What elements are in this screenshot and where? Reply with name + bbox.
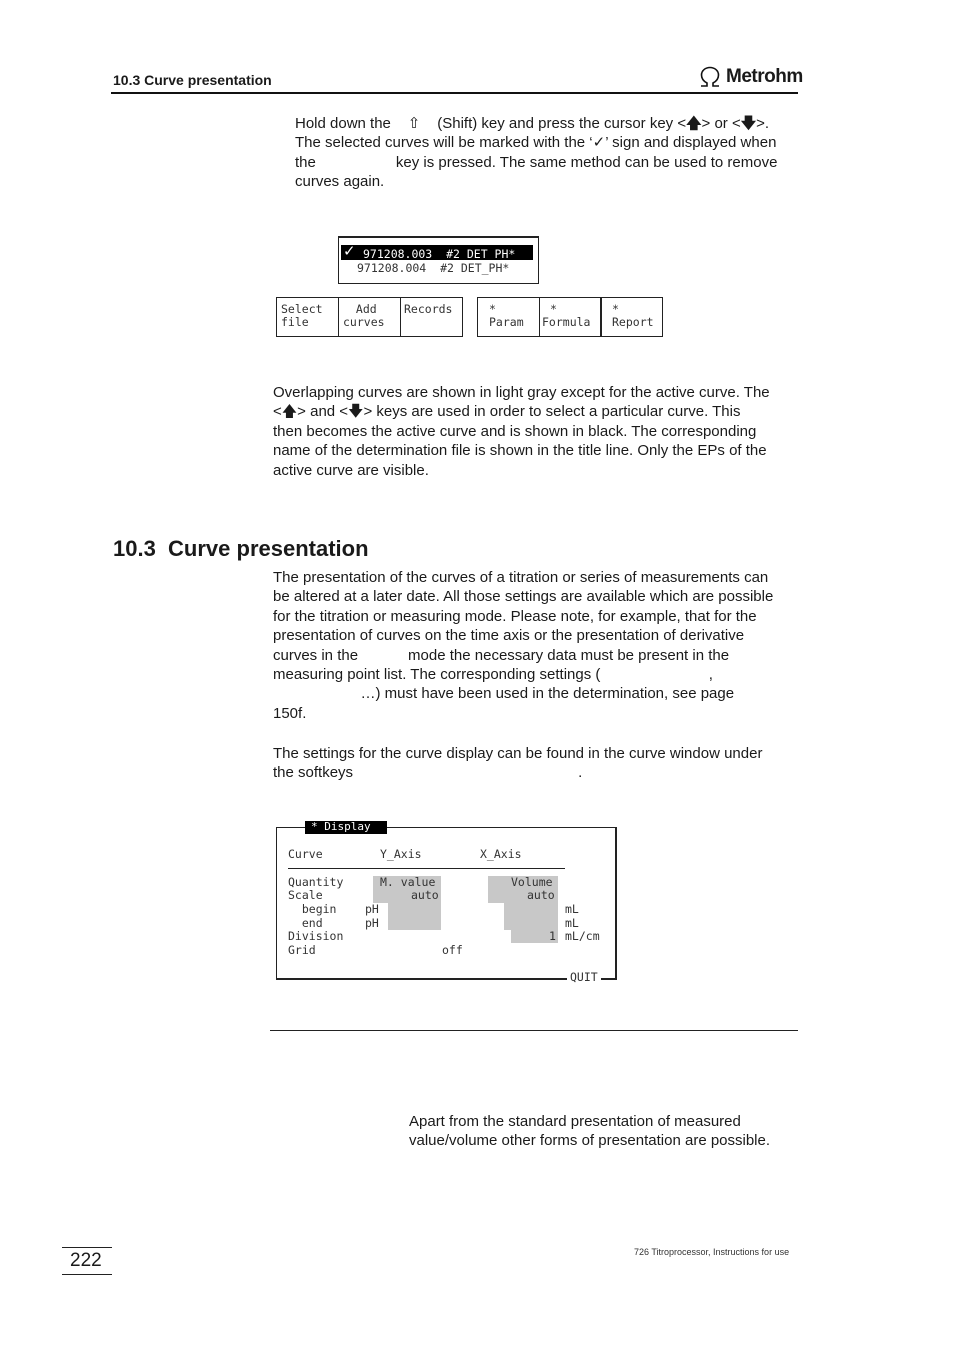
y-scale-value: auto	[411, 888, 439, 902]
display-tab-label: * Display	[311, 820, 371, 833]
intro-line-2: The selected curves will be marked with the ‘✓’ sign and displayed when	[295, 134, 777, 152]
x-begin-end-field[interactable]	[504, 903, 558, 930]
row-label-end: end	[288, 916, 323, 930]
intro-line-4: curves again.	[295, 173, 385, 191]
section-divider	[270, 1030, 798, 1031]
running-header: 10.3 Curve presentation	[113, 72, 272, 88]
softkey-label: Formula	[542, 315, 591, 329]
alt-paragraph: Apart from the standard presentation of measured value/volume other forms of presentation are possible.	[409, 1113, 771, 1150]
softkey-label: Select	[281, 302, 323, 316]
section-title: 10.3 Curve presentation	[113, 536, 369, 561]
omega-logo-icon	[698, 66, 722, 88]
softkey-label: Report	[612, 315, 654, 329]
footer-document-title: 726 Titroprocessor, Instructions for use	[634, 1247, 790, 1257]
intro-line-1: Hold down the ⇧ (Shift) key and press the cursor key <🡅> or <🡇>.	[295, 115, 770, 132]
column-header-x-axis: X_Axis	[480, 847, 522, 861]
shift-key-icon: ⇧	[407, 115, 421, 132]
softkey-label: curves	[343, 315, 385, 329]
x-begin-unit: mL	[565, 902, 579, 916]
softkey-label: *	[550, 302, 557, 316]
softkey-label: file	[281, 315, 309, 329]
metrohm-logo	[698, 66, 803, 88]
row-label-grid: Grid	[288, 943, 316, 957]
page-number-rule-bottom	[62, 1274, 112, 1275]
row-label-quantity: Quantity	[288, 875, 344, 889]
x-scale-value: auto	[527, 888, 555, 902]
x-quantity-value: Volume	[511, 875, 553, 889]
intro-line-3: the key is pressed. The same method can be used to remove	[295, 153, 778, 171]
y-quantity-value: M. value	[380, 875, 436, 889]
x-division-value: 1	[549, 929, 556, 943]
x-end-unit: mL	[565, 916, 579, 930]
softkey-label: Param	[489, 315, 524, 329]
row-label-begin: begin	[288, 902, 337, 916]
arrow-down-icon: 🡇	[740, 115, 757, 132]
header-divider	[288, 868, 565, 869]
settings-paragraph: The settings for the curve display can be found in the curve window under the softkeys .	[273, 745, 763, 782]
grid-value[interactable]: off	[442, 943, 463, 957]
column-header-curve: Curve	[288, 847, 323, 861]
overlap-paragraph: Overlapping curves are shown in light gray except for the active curve. The <🡅> and <🡇> keys are used in order to select a particular curve. This then becomes the active curve and is shown in black. The corresponding name of the determination file is shown in the title line. Only the EPs of the active curve are visible.	[273, 384, 770, 479]
checkmark-icon: ✓	[343, 243, 356, 260]
softkey-label: Records	[404, 302, 453, 316]
row-label-scale: Scale	[288, 888, 323, 902]
row-label-division: Division	[288, 929, 344, 943]
logo-wordmark: Metrohm	[726, 66, 803, 87]
quit-button[interactable]: QUIT	[567, 970, 601, 984]
presentation-paragraph: The presentation of the curves of a titration or series of measurements can be altered at a later date. All those settings are available which are possible for the titration or measuring mode. Please note, for example, that for the presentation of curves on the time axis or the presentation of derivative curves in the mode the necessary data must be present in the measuring point list. The corresponding settings ( , …) must have been used in the determination, see page 150f.	[273, 569, 774, 722]
y-begin-unit: pH	[365, 902, 379, 916]
header-rule	[111, 92, 798, 94]
curve-list-row-1: 971208.003 #2 DET PH*	[363, 247, 516, 261]
arrow-up-icon: 🡅	[686, 115, 702, 132]
y-end-unit: pH	[365, 916, 379, 930]
curve-list-row-2[interactable]: 971208.004 #2 DET_PH*	[357, 261, 510, 275]
page-number: 222	[70, 1250, 102, 1271]
intro-paragraph	[295, 114, 805, 192]
y-begin-end-field[interactable]	[388, 903, 441, 930]
page-number-rule-top	[62, 1247, 112, 1248]
x-division-unit: mL/cm	[565, 929, 600, 943]
softkey-label: *	[612, 302, 619, 316]
column-header-y-axis: Y_Axis	[380, 847, 422, 861]
softkey-label: Add	[349, 302, 377, 316]
softkey-label: *	[489, 302, 496, 316]
